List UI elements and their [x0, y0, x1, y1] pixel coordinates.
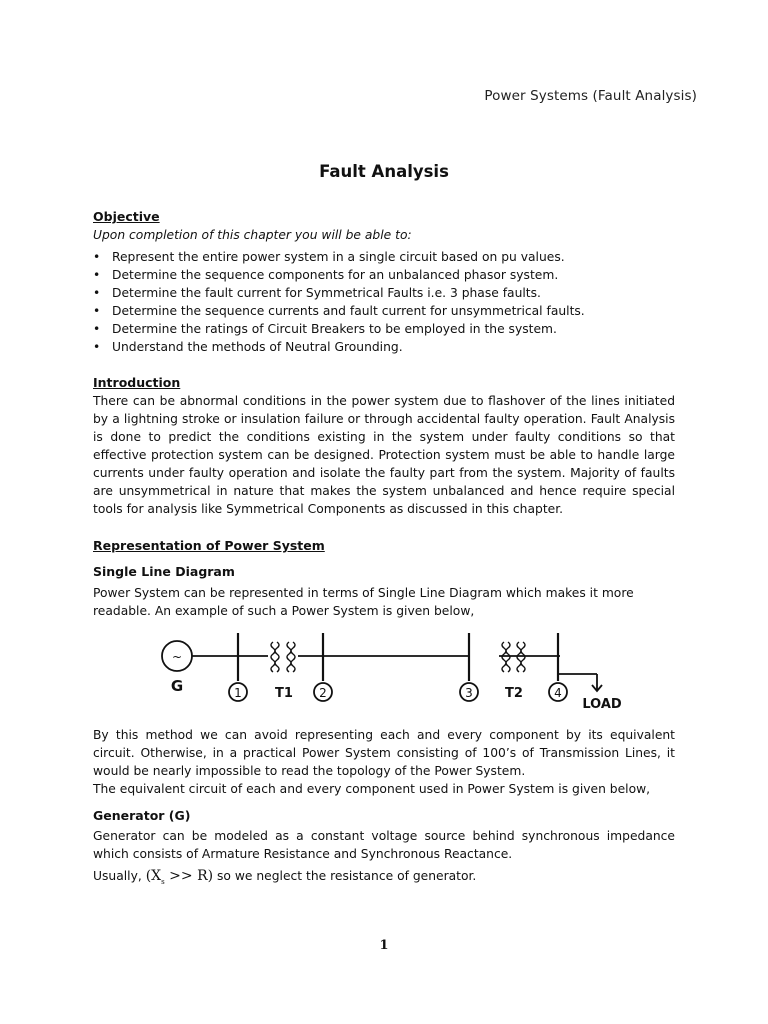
list-item-text: Determine the sequence currents and fault current for unsymmetrical faults.	[112, 304, 585, 318]
transformer-t1-icon	[271, 642, 295, 672]
page-title: Fault Analysis	[319, 162, 449, 181]
single-line-diagram	[155, 628, 625, 713]
bus-2-label: 2	[319, 686, 327, 700]
list-item-text: Represent the entire power system in a single circuit based on pu values.	[112, 250, 565, 264]
bus-1-label: 1	[234, 686, 242, 700]
list-item	[93, 248, 693, 266]
representation-heading: Representation of Power System	[93, 538, 325, 553]
running-header: Power Systems (Fault Analysis)	[484, 88, 697, 104]
transformer-t2-icon	[502, 642, 525, 672]
single-line-diagram-heading: Single Line Diagram	[93, 564, 235, 579]
generator-label: G	[170, 677, 184, 695]
page-number: 1	[379, 938, 389, 953]
objective-list	[93, 248, 693, 356]
generator-heading: Generator (G)	[93, 808, 191, 823]
objective-intro: Upon completion of this chapter you will be able to:	[93, 228, 412, 242]
bullet-icon: •	[93, 250, 101, 264]
single-line-paragraph: Power System can be represented in terms of Single Line Diagram which makes it more readable. An example of such a Power System is given below,	[93, 586, 634, 618]
introduction-heading: Introduction	[93, 375, 181, 390]
list-item	[93, 284, 693, 302]
t2-label: T2	[505, 686, 523, 701]
list-item	[93, 338, 693, 356]
list-item	[93, 266, 693, 284]
list-item-text: Determine the ratings of Circuit Breakers to be employed in the system.	[112, 322, 557, 336]
generator-symbol: ~	[171, 650, 183, 664]
usually-prefix: Usually,	[93, 869, 142, 883]
bullet-icon: •	[93, 268, 101, 282]
generator-paragraph: Generator can be modeled as a constant voltage source behind synchronous impedance which consists of Armature Resistance and Synchronous Reactance.	[93, 829, 675, 861]
load-label: LOAD	[582, 697, 622, 712]
equivalent-intro: The equivalent circuit of each and every component used in Power System is given below,	[93, 782, 651, 796]
bullet-icon: •	[93, 340, 101, 354]
introduction-paragraph: There can be abnormal conditions in the power system due to flashover of the lines initiated by a lightning stroke or insulation failure or through accidental faulty operation. Fault Analysis is done to predict the conditions existing in the system under faulty conditions so that effective protection system can be designed. Protection system must be able to handle large currents under faulty operation and isolate the faulty part from the system. Majority of faults are unsymmetrical in nature that makes the system unbalanced and hence require special tools for analysis like Symmetrical Components as discussed in this chapter.	[93, 394, 675, 516]
t1-label: T1	[275, 686, 293, 701]
usually-suffix: so we neglect the resistance of generator.	[217, 869, 477, 883]
xs-formula: $(X_s >> R)$	[145, 868, 214, 886]
list-item-text: Determine the fault current for Symmetrical Faults i.e. 3 phase faults.	[112, 286, 541, 300]
bullet-icon: •	[93, 286, 101, 300]
bullet-icon: •	[93, 322, 101, 336]
bullet-icon: •	[93, 304, 101, 318]
objective-heading: Objective	[93, 209, 160, 224]
list-item	[93, 320, 693, 338]
list-item-text: Understand the methods of Neutral Grounding.	[112, 340, 403, 354]
bus-4-label: 4	[554, 686, 562, 700]
generator-usually-line	[93, 866, 675, 892]
after-diagram-paragraph: By this method we can avoid representing each and every component by its equivalent circuit. Otherwise, in a practical Power System consisting of 100’s of Transmission Lines, it would be nearly impossible to read the topology of the Power System.	[93, 728, 675, 778]
list-item	[93, 302, 693, 320]
list-item-text: Determine the sequence components for an unbalanced phasor system.	[112, 268, 559, 282]
bus-3-label: 3	[465, 686, 473, 700]
